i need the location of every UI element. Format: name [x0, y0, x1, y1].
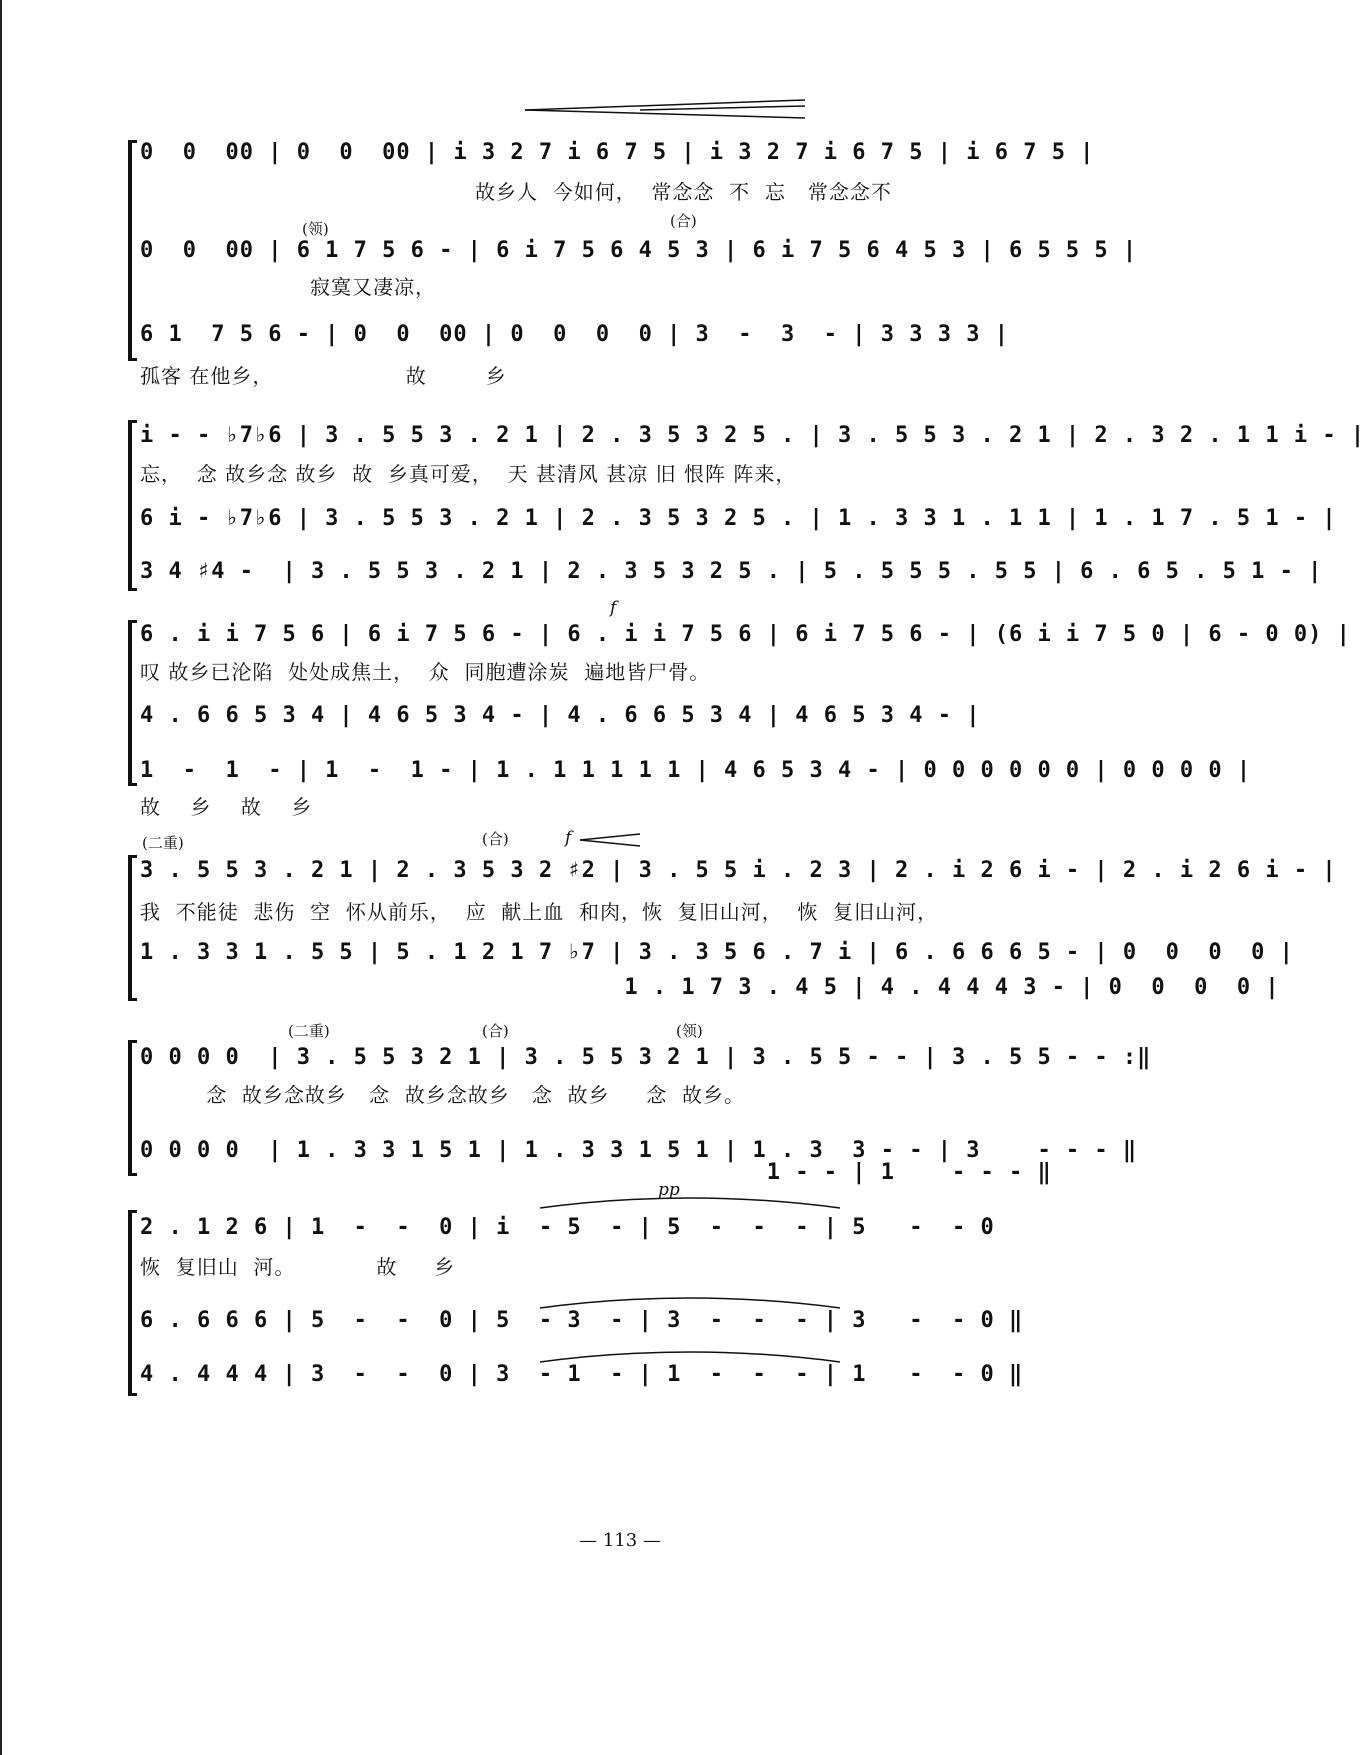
part-1-notes: 0 0 00 | 0 0 00 | i 3 2 7 i 6 7 5 | i 3 2 7 i 6 7 5 | i 6 7 5 |	[140, 140, 1095, 165]
section-mark: (二重)	[288, 1022, 330, 1040]
part-3-notes: 1 . 1 7 3 . 4 5 | 4 . 4 4 4 3 - | 0 0 0 0 |	[140, 975, 1280, 1000]
part-1-lyrics: 叹 故乡已沦陷 处处成焦土， 众 同胞遭涂炭 遍地皆尸骨。	[140, 660, 711, 684]
part-1-notes: 3 . 5 5 3 . 2 1 | 2 . 3 5 3 2 ♯2 | 3 . 5 5 i . 2 3 | 2 . i 2 6 i - | 2 . i 2 6 i - |	[140, 858, 1337, 883]
part-3-notes: 1 - 1 - | 1 - 1 - | 1 . 1 1 1 1 1 | 4 6 5 3 4 - | 0 0 0 0 0 0 | 0 0 0 0 |	[140, 758, 1252, 783]
part-3-notes: 4 . 4 4 4 | 3 - - 0 | 3 - 1 - | 1 - - - | 1 - - 0 ‖	[140, 1362, 1024, 1387]
part-1-notes: 2 . 1 2 6 | 1 - - 0 | i - 5 - | 5 - - - | 5 - - 0	[140, 1215, 995, 1240]
part-1-lyrics: 忘， 念 故乡念 故乡 故 乡真可爱， 天 甚清风 甚凉 旧 恨阵 阵来，	[140, 462, 797, 486]
part-3-notes: 6 1 7 5 6 - | 0 0 00 | 0 0 0 0 | 3 - 3 - | 3 3 3 3 |	[140, 322, 1009, 347]
part-3-lyrics: 故 乡 故 乡	[140, 795, 313, 819]
part-2-notes: 6 . 6 6 6 | 5 - - 0 | 5 - 3 - | 3 - - - | 3 - - 0 ‖	[140, 1308, 1024, 1333]
section-mark: (合)	[670, 212, 697, 230]
part-2-notes: 0 0 00 | 6 1 7 5 6 - | 6 i 7 5 6 4 5 3 | 6 i 7 5 6 4 5 3 | 6 5 5 5 |	[140, 238, 1138, 263]
part-2-notes: 1 . 3 3 1 . 5 5 | 5 . 1 2 1 7 ♭7 | 3 . 3 5 6 . 7 i | 6 . 6 6 6 5 - | 0 0 0 0 |	[140, 940, 1294, 965]
part-2-notes: 0 0 0 0 | 1 . 3 3 1 5 1 | 1 . 3 3 1 5 1 | 1 . 3 3 - - | 3 - - - ‖	[140, 1138, 1138, 1163]
dynamic-mark: pp	[658, 1180, 680, 1200]
part-2-notes: 6 i - ♭7♭6 | 3 . 5 5 3 . 2 1 | 2 . 3 5 3 2 5 . | 1 . 3 3 1 . 1 1 | 1 . 1 7 . 5 1 - |	[140, 506, 1337, 531]
section-mark: (合)	[482, 1022, 509, 1040]
part-3-lyrics: 孤客 在他乡， 故 乡	[140, 364, 507, 388]
part-1-lyrics: 我 不能徒 悲伤 空 怀从前乐， 应 献上血 和肉，恢 复旧山河， 恢 复旧山河，	[140, 900, 939, 924]
part-1-notes: 0 0 0 0 | 3 . 5 5 3 2 1 | 3 . 5 5 3 2 1 | 3 . 5 5 - - | 3 . 5 5 - - :‖	[140, 1045, 1152, 1070]
section-mark: (二重)	[142, 834, 184, 852]
part-1-lyrics: 恢 复旧山 河。 故 乡	[140, 1255, 456, 1279]
part-2-lyrics: 寂寞又凄凉，	[310, 275, 436, 299]
section-mark: (领)	[676, 1022, 703, 1040]
part-1-lyrics: 念 故乡念故乡 念 故乡念故乡 念 故乡 念 故乡。	[140, 1083, 746, 1107]
dynamic-mark: f	[610, 598, 617, 618]
section-mark: (领)	[302, 220, 329, 238]
page-number-value: 113	[602, 1530, 638, 1551]
part-1-lyrics: 故乡人 今如何， 常念念 不 忘 常念念不	[475, 180, 892, 204]
page-number: — 113 —	[579, 1530, 661, 1551]
part-3-notes: 3 4 ♯4 - | 3 . 5 5 3 . 2 1 | 2 . 3 5 3 2 5 . | 5 . 5 5 5 . 5 5 | 6 . 6 5 . 5 1 - |	[140, 559, 1323, 584]
part-3-notes: 1 - - | 1 - - - ‖	[140, 1160, 1052, 1185]
part-1-notes: 6 . i i 7 5 6 | 6 i 7 5 6 - | 6 . i i 7 5 6 | 6 i 7 5 6 - | (6 i i 7 5 0 | 6 - 0 0) |	[140, 622, 1351, 647]
dynamic-mark: f	[565, 828, 572, 848]
section-mark: (合)	[482, 830, 509, 848]
part-1-notes: i - - ♭7♭6 | 3 . 5 5 3 . 2 1 | 2 . 3 5 3 2 5 . | 3 . 5 5 3 . 2 1 | 2 . 3 2 . 1 1 i - |	[140, 423, 1365, 448]
part-2-notes: 4 . 6 6 5 3 4 | 4 6 5 3 4 - | 4 . 6 6 5 3 4 | 4 6 5 3 4 - |	[140, 703, 981, 728]
